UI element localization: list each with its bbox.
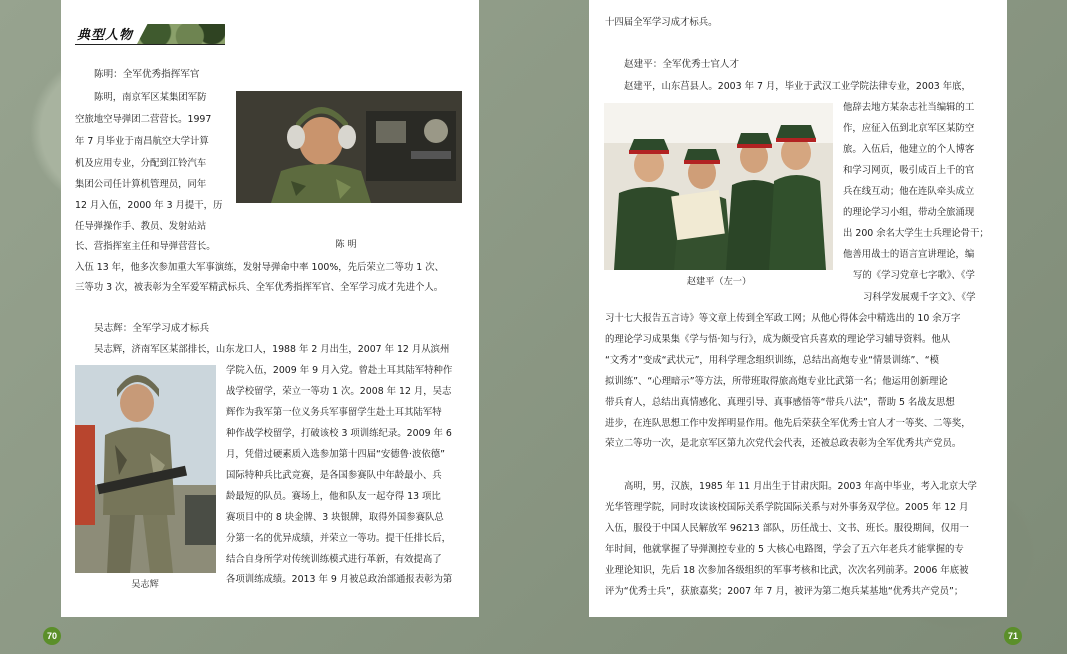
zhao-bio-line: 他善用战士的语言宣讲理论，编	[843, 249, 975, 260]
zhao-bio-line: “文秀才”变成“武状元”，用科学理念组织训练，总结出高炮专业“情景训练”、“模	[605, 355, 940, 366]
page-number-right: 71	[1004, 627, 1022, 645]
wu-bio-line: 各项训练成绩。2013 年 9 月被总政治部通报表彰为第	[226, 574, 453, 585]
zhao-bio-line: 兵在线互动；他在连队牵头成立	[843, 186, 975, 197]
continuation-line: 十四届全军学习成才标兵。	[605, 17, 718, 28]
officers-reading-illustration	[604, 103, 833, 270]
gao-bio-line: 年时间，他就掌握了导弹测控专业的 5 大核心电路图，学会了五六年老兵才能掌握的专	[605, 544, 964, 555]
zhao-bio-line: 的理论学习小组，带动全旅涌现	[843, 207, 975, 218]
chen-bio-line: 长、营指挥室主任和导弹营营长。	[75, 241, 216, 252]
wu-bio-line: 战学校留学，荣立一等功 1 次。2008 年 12 月，吴志	[226, 386, 452, 397]
gao-bio-line: 高明，男，汉族，1985 年 11 月出生于甘肃庆阳。2003 年高中毕业，考入北京大学	[624, 481, 977, 492]
wu-bio-line: 种作战学校留学，打破该校 3 项训练纪录。2009 年 6	[226, 428, 452, 439]
wu-bio-line: 辉作为我军第一位义务兵军事留学生赴土耳其陆军特	[226, 407, 442, 418]
chen-bio-line: 任导弹操作手、教员、发射站站	[75, 221, 207, 232]
zhao-bio-line: 进步，在连队思想工作中发挥明显作用。他先后荣获全军优秀士官人才一等奖、二等奖，	[605, 418, 971, 429]
chen-bio-line: 入伍 13 年，他多次参加重大军事演练，发射导弹命中率 100%，先后荣立二等功 1 次、	[75, 262, 444, 273]
wu-bio-line: 月，凭借过硬素质入选参加第十四届“安德鲁·波依德”	[226, 449, 445, 460]
soldier-with-rifle-illustration	[75, 365, 216, 573]
chen-bio-line: 年 7 月毕业于南昌航空大学计算	[75, 136, 209, 147]
camo-banner-decoration	[137, 24, 225, 44]
photo-wu-zhihui	[75, 365, 216, 573]
wu-bio-line: 学院入伍，2009 年 9 月入党。曾赴土耳其陆军特种作	[226, 365, 453, 376]
banner-underline	[75, 44, 225, 45]
zhao-bio-line: 习十七大报告五言诗》等文章上传到全军政工网；从他心得体会中精选出的 10 余万字	[605, 313, 961, 324]
photo-zhao-jianping	[604, 103, 833, 270]
profile-heading-wu: 吴志辉：全军学习成才标兵	[94, 323, 210, 334]
photo-caption-zhao: 赵建平（左一）	[686, 276, 752, 287]
gao-bio-line: 评为“优秀士兵”，获旅嘉奖；2007 年 7 月，被评为第二炮兵某基地“优秀共产党员”；	[605, 586, 964, 597]
zhao-bio-line: 拟训练”、“心理暗示”等方法，所带班取得旅高炮专业比武第一名；他运用创新理论	[605, 376, 948, 387]
profile-heading-zhao: 赵建平：全军优秀士官人才	[624, 59, 740, 70]
wu-bio-line: 吴志辉，济南军区某部排长，山东龙口人，1988 年 2 月出生，2007 年 12 月从滨州	[94, 344, 450, 355]
zhao-bio-line: 荣立二等功一次，是北京军区第九次党代会代表，还被总政表彰为全军优秀共产党员。	[605, 438, 962, 449]
chen-bio-line: 空旅地空导弹团二营营长。1997	[75, 114, 212, 125]
section-banner	[75, 22, 225, 48]
zhao-bio-line: 习科学发展观千字文》、《学	[863, 292, 976, 303]
gao-bio-line: 业理论知识，先后 18 次参加各级组织的军事考核和比武，次次名列前茅。2006 年底被	[605, 565, 969, 576]
zhao-bio-line: 赵建平，山东莒县人。2003 年 7 月，毕业于武汉工业学院法律专业，2003 年底，	[624, 81, 971, 92]
chen-bio-line: 集团公司任计算机管理员，同年	[75, 179, 207, 190]
page-number-left: 70	[43, 627, 61, 645]
chen-bio-line: 机及应用专业，分配到江铃汽车	[75, 158, 207, 169]
zhao-bio-line: 写的《学习党章七字歌》、《学	[853, 270, 975, 281]
section-title: 典型人物	[77, 28, 134, 43]
gao-bio-line: 入伍，服役于中国人民解放军 96213 部队，历任战士、文书、班长。服役期间，仅用一	[605, 523, 969, 534]
gao-bio-line: 光华管理学院，同时攻读该校国际关系学院国际关系与对外事务双学位。2005 年 12 月	[605, 502, 969, 513]
left-page	[61, 0, 479, 617]
wu-bio-line: 赛项目中的 8 块金牌、3 块银牌，取得外国参赛队总	[226, 512, 444, 523]
wu-bio-line: 分第一名的优异成绩，并荣立一等功。提干任排长后，	[226, 533, 452, 544]
zhao-bio-line: 作，应征入伍到北京军区某防空	[843, 123, 975, 134]
zhao-bio-line: 和学习网页，吸引成百上千的官	[843, 165, 975, 176]
profile-heading-chen: 陈明：全军优秀指挥军官	[94, 69, 200, 80]
zhao-bio-line: 的理论学习成果集《学与悟·知与行》，成为颇受官兵喜欢的理论学习辅导资料。他从	[605, 334, 951, 345]
wu-bio-line: 国际特种兵比武竞赛，是各国参赛队中年龄最小、兵	[226, 470, 442, 481]
zhao-bio-line: 出 200 余名大学生士兵理论骨干；	[843, 228, 989, 239]
soldier-in-tank-illustration	[236, 91, 462, 203]
right-page	[589, 0, 1007, 617]
zhao-bio-line: 旅。入伍后，他建立的个人博客	[843, 144, 975, 155]
photo-caption-wu: 吴志辉	[131, 579, 159, 590]
chen-bio-line: 12 月入伍，2000 年 3 月提干，历	[75, 200, 223, 211]
photo-chen-ming	[236, 91, 462, 203]
chen-bio-line: 陈明，南京军区某集团军防	[94, 92, 207, 103]
wu-bio-line: 龄最短的队员。赛场上，他和队友一起夺得 13 项比	[226, 491, 441, 502]
photo-caption-chen: 陈 明	[335, 239, 357, 250]
wu-bio-line: 结合自身所学对传统训练模式进行革新，有效提高了	[226, 554, 442, 565]
zhao-bio-line: 他辞去地方某杂志社当编辑的工	[843, 102, 975, 113]
zhao-bio-line: 带兵育人，总结出真情感化、真理引导、真事感悟等“带兵八法”，帮助 5 名战友思想	[605, 397, 955, 408]
chen-bio-line: 三等功 3 次，被表彰为全军爱军精武标兵、全军优秀指挥军官、全军学习成才先进个人。	[75, 282, 444, 293]
